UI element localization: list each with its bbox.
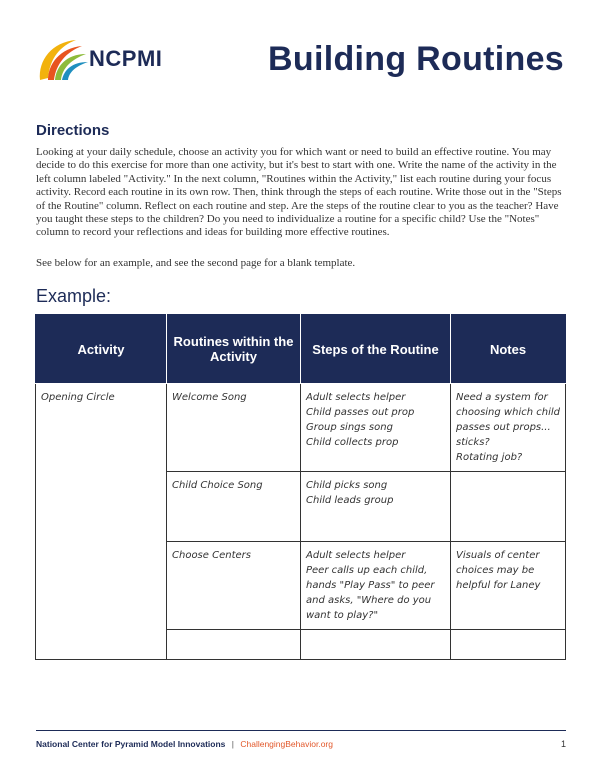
step-text: Group sings song [306,422,393,433]
note-text: Need a system for choosing which child passes out props... sticks? [456,392,560,448]
activity-cell [36,384,167,660]
ncpmi-logo [34,34,202,86]
rainbow-swoosh-icon [34,34,88,86]
step-text: Child passes out prop [306,407,415,418]
notes-cell [451,472,566,542]
table-header-row [36,315,566,384]
page-header [0,0,600,100]
logo-wordmark: NCPMI [89,46,163,71]
footer-org-name: National Center for Pyramid Model Innovations [36,739,226,749]
routine-cell [167,384,301,472]
steps-cell [301,630,451,660]
column-header-notes: Notes [451,315,566,384]
page-number: 1 [560,739,566,749]
step-text: Child picks song [306,480,388,491]
see-below-note: See below for an example, and see the second page for a blank template. [36,257,356,269]
page-title: Building Routines [268,40,564,78]
routines-table [35,314,566,660]
page-footer [36,739,566,753]
step-text: Peer calls up each child, hands "Play Pass" to peer and asks, "Where do you want to play?" [306,565,435,621]
table-row [36,384,566,472]
footer-divider [36,730,566,731]
notes-cell [451,630,566,660]
note-text: Visuals of center choices may be helpful for Laney [456,550,541,591]
note-text: Rotating job? [456,452,523,463]
directions-heading: Directions [36,122,110,139]
step-text: Child leads group [306,495,394,506]
step-text: Adult selects helper [306,550,406,561]
column-header-steps: Steps of the Routine [301,315,451,384]
example-heading: Example: [36,286,112,306]
directions-paragraph: Looking at your daily schedule, choose an activity you for which want or need to build an effective routine. You may decide to do this exercise for more than one activity, but it's best to start with one. Write the name of the activity in the left column labeled "Activity." In the next column, "Routines within the Activity," list each routine during your focus activity. Record each routine in its own row. Then, think through the steps of each routine. Write those out in the "Steps of the Routine" column. Reflect on each routine and step. Are the steps of the routine clear to you as the teacher? Have you taught these steps to the children? Do you need to individualize a routine for a specific child? Use the "Notes" column to record your reflections and ideas for building more effective routines. [36,146,562,239]
column-header-routines: Routines within the Activity [167,315,301,384]
routine-text: Welcome Song [172,392,247,403]
notes-cell [451,542,566,630]
steps-cell [301,472,451,542]
steps-cell [301,384,451,472]
column-header-activity: Activity [36,315,167,384]
routine-cell [167,472,301,542]
step-text: Adult selects helper [306,392,406,403]
footer-website-link[interactable]: ChallengingBehavior.org [240,739,333,749]
routine-text: Child Choice Song [172,480,263,491]
activity-text: Opening Circle [41,392,115,403]
routine-cell [167,630,301,660]
notes-cell [451,384,566,472]
routine-text: Choose Centers [172,550,251,561]
step-text: Child collects prop [306,437,399,448]
footer-separator: | [231,739,234,749]
routine-cell [167,542,301,630]
steps-cell [301,542,451,630]
